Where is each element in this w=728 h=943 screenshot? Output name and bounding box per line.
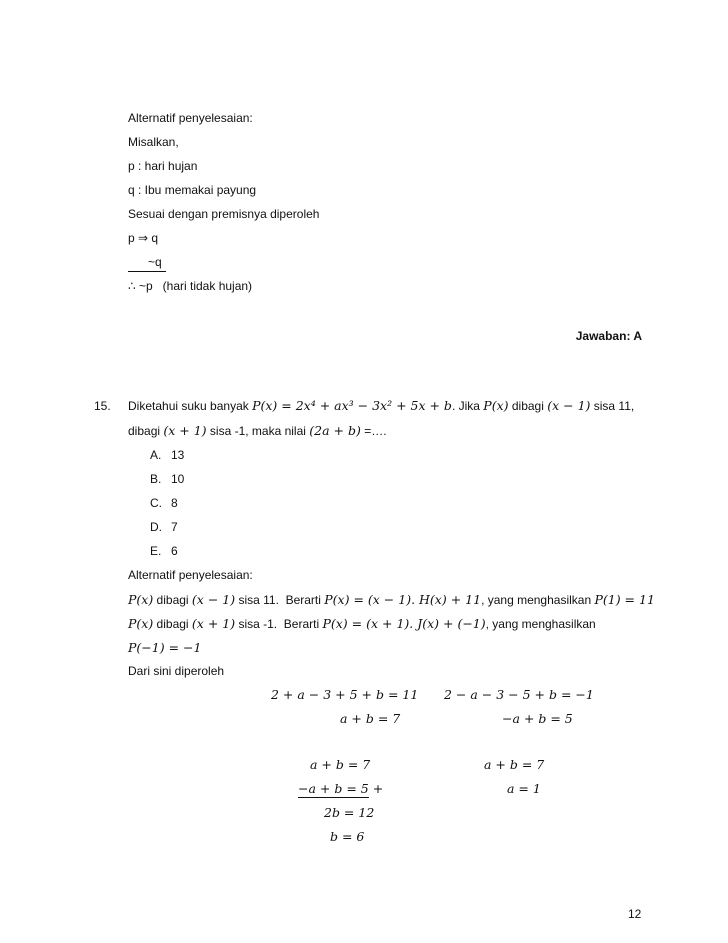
- alt-heading-15: Alternatif penyelesaian:: [128, 568, 253, 582]
- equation-left-1: 2 + a − 3 + 5 + b = 11: [271, 687, 419, 702]
- elimination-left-2-eq: −a + b = 5: [298, 781, 369, 796]
- equation-right-1: 2 − a − 3 − 5 + b = −1: [444, 687, 594, 702]
- misalkan-text: Misalkan,: [128, 135, 179, 149]
- q15-polynomial: P(x) = 2x⁴ + ax³ − 3x² + 5x + b: [252, 398, 452, 413]
- conclusion-text: ~p (hari tidak hujan): [138, 279, 253, 293]
- elimination-left-3: 2b = 12: [324, 805, 375, 820]
- option-value: 8: [171, 496, 178, 510]
- option-c: [150, 495, 178, 511]
- option-e: [150, 543, 178, 559]
- option-value: 13: [171, 448, 185, 462]
- q15-text-e: dibagi: [128, 424, 164, 438]
- sol2-text-b: dibagi: [153, 617, 192, 631]
- sol2-divisor: (x + 1): [191, 616, 236, 631]
- premise-2-text: ~q: [148, 255, 162, 269]
- option-value: 7: [171, 520, 178, 534]
- page-number: 12: [628, 907, 642, 921]
- q15-text-g: =….: [360, 424, 387, 438]
- option-letter: A.: [150, 448, 162, 462]
- q15-text-f: sisa -1, maka nilai: [206, 424, 310, 438]
- q15-text-c: dibagi: [508, 399, 548, 413]
- alt-heading-14: Alternatif penyelesaian:: [128, 111, 253, 125]
- elimination-right-1: a + b = 7: [484, 757, 545, 772]
- option-letter: C.: [150, 496, 162, 510]
- question-15-line-2: [128, 423, 387, 439]
- sol1-text-f: , yang menghasilkan: [481, 593, 595, 607]
- conclusion-line: [128, 278, 252, 294]
- equation-right-2: −a + b = 5: [502, 711, 573, 726]
- premise-1: p ⇒ q: [128, 231, 159, 245]
- sol1-px: P(x): [128, 592, 154, 607]
- sol2-px: P(x): [128, 616, 154, 631]
- q15-px: P(x): [483, 398, 509, 413]
- solution-line-2: [128, 616, 596, 632]
- plus-sign: +: [368, 781, 384, 796]
- option-b: [150, 471, 185, 487]
- q15-expression: (2a + b): [309, 423, 361, 438]
- premise-intro: Sesuai dengan premisnya diperoleh: [128, 207, 320, 221]
- q15-divisor-1: (x − 1): [547, 398, 591, 413]
- elimination-left-1: a + b = 7: [310, 757, 371, 772]
- therefore-symbol: ∴: [128, 279, 136, 293]
- sol1-text-d: sisa 11. Berarti: [235, 593, 325, 607]
- q15-text-a: Diketahui suku banyak: [128, 399, 253, 413]
- solution-line-1: [128, 592, 655, 608]
- answer-14: Jawaban: A: [575, 329, 642, 343]
- elimination-left-2: [298, 781, 383, 797]
- elimination-right-2: a = 1: [507, 781, 541, 796]
- option-letter: E.: [150, 544, 162, 558]
- solution-line-3: P(−1) = −1: [128, 640, 202, 655]
- sol1-result: P(1) = 11: [594, 592, 655, 607]
- q15-text-b: . Jika: [451, 399, 484, 413]
- dari-sini-text: Dari sini diperoleh: [128, 664, 225, 678]
- option-letter: B.: [150, 472, 162, 486]
- q15-text-d: sisa 11,: [590, 399, 635, 413]
- sol2-text-d: sisa -1. Berarti: [235, 617, 323, 631]
- sol1-divisor: (x − 1): [191, 592, 236, 607]
- elimination-left-4: b = 6: [330, 829, 365, 844]
- question-15-line-1: [128, 398, 634, 414]
- equation-left-2: a + b = 7: [340, 711, 401, 726]
- p-definition: p : hari hujan: [128, 159, 198, 173]
- option-d: [150, 519, 178, 535]
- q15-divisor-2: (x + 1): [163, 423, 207, 438]
- option-letter: D.: [150, 520, 162, 534]
- q-definition: q : Ibu memakai payung: [128, 183, 257, 197]
- sol1-text-b: dibagi: [153, 593, 192, 607]
- sol2-equation: P(x) = (x + 1). J(x) + (−1): [322, 616, 486, 631]
- option-value: 10: [171, 472, 185, 486]
- sol2-text-f: , yang menghasilkan: [485, 617, 596, 631]
- premise-2: [128, 254, 166, 272]
- sol1-equation: P(x) = (x − 1). H(x) + 11: [324, 592, 482, 607]
- option-value: 6: [171, 544, 178, 558]
- option-a: [150, 447, 185, 463]
- question-number-15: 15.: [94, 399, 111, 413]
